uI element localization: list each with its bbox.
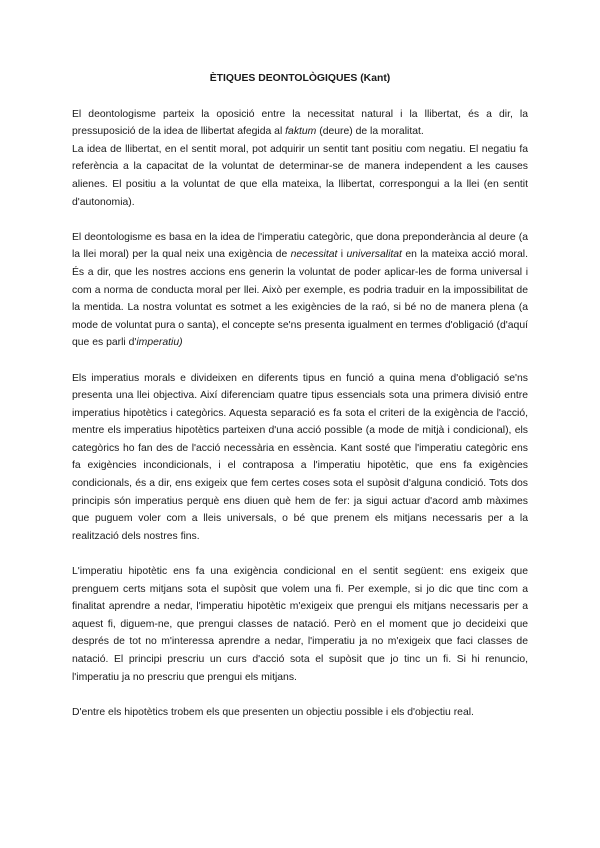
paragraph-1-text-c: (deure) de la moralitat.	[316, 126, 424, 138]
paragraph-3-text-c: i	[337, 249, 347, 261]
paragraph-spacer	[72, 211, 528, 229]
paragraph-3-italic-necessitat: necessitat	[290, 249, 338, 261]
paragraph-5: L'imperatiu hipotètic ens fa una exigència condicional en el sentit següent: ens exigeix que prenguem certs mitjans sota el supòsit que volem una fi. Per exemple, si jo dic que tinc com a finalitat aprendre a nedar, l'imperatiu hipotètic m'exigeix que prengui els mitjans necessaris per a aquest fi, diguem-ne, que prengui classes de natació. Però en el moment que jo decideixi que després de tot no m'interessa aprendre a nedar, l'imperatiu ja no m'exigeix que faci classes de natació. El principi prescriu un curs d'acció sota el supòsit que jo tinc un fi. Si hi renuncio, l'imperatiu ja no prescriu que prengui els mitjans.	[72, 566, 528, 683]
document-body	[72, 70, 528, 721]
document-title: ÈTIQUES DEONTOLÒGIQUES (Kant)	[209, 73, 391, 84]
paragraph-4: Els imperatius morals e divideixen en diferents tipus en funció a quina mena d'obligació se'ns presenta una llei objectiva. Així diferenciam quatre tipus essencials sota una primera divisió entre imperatius hipotètics i categòrics. Aquesta separació es fa sota el criteri de la exigència de l'acció, mentre els imperatius hipotètics parteixen d'una acció possible (a mode de mitjà i condicional), els categòrics ho fan des de l'acció necessària en essència. Kant sosté que l'imperatiu categòric ens fa exigències incondicionals, i el contraposa a l'imperatiu hipotètic, que ens fa exigències condicionals, és a dir, ens exigeix que fem certes coses sota el supòsit d'alguna condició. Tots dos principis són imperatius perquè ens diuen què hem de fer: ja sigui actuar d'acord amb màximes que puguem voler com a lleis universals, o bé que prenem els mitjans necessaris per a la realització dels nostres fins.	[72, 372, 528, 542]
paragraph-spacer	[72, 545, 528, 563]
paragraph-2: La idea de llibertat, en el sentit moral, pot adquirir un sentit tant positiu com negatiu. El negatiu fa referència a la capacitat de la voluntat de determinar-se de manera independent a les causes alienes. El positiu a la voluntat de que ella mateixa, la llibertat, correspongui a la llei (en sentit d'autonomia).	[72, 143, 528, 208]
paragraph-1-text-a: El deontologisme parteix la oposició entre la necessitat natural i la llibertat, és a dir, la pressuposició de la idea de llibertat afegida al	[72, 108, 528, 138]
paragraph-6: D'entre els hipotètics trobem els que presenten un objectiu possible i els d'objectiu real.	[72, 706, 474, 718]
paragraph-3-italic-universalitat: universalitat	[346, 249, 402, 261]
paragraph-spacer	[72, 352, 528, 370]
paragraph-spacer	[72, 686, 528, 704]
paragraph-3	[72, 229, 528, 352]
paragraph-3-text-e: en la mateixa acció moral. És a dir, que les nostres accions ens generin la voluntat de poder aplicar-les de forma universal i com a norma de conducta moral per llei. Això per exemple, es podria traduir en la impossibilitat de la mentida. La nostra voluntat es sotmet a les exigències de la raó, si bé no de manera plena (a mode de voluntat pura o santa), el concepte se'ns presenta igualment en termes d'obligació (d'aquí que es parli d'	[72, 249, 528, 349]
paragraph-3-text-a: El deontologisme es basa en la idea de l'imperatiu categòric, que dona preponderància al deure (a la llei moral) per la qual neix una exigència de	[72, 231, 528, 261]
paragraph-1-italic-faktum: faktum	[285, 126, 317, 138]
paragraph-3-italic-imperatiu: imperatiu)	[136, 337, 183, 349]
paragraph-1	[72, 106, 528, 141]
